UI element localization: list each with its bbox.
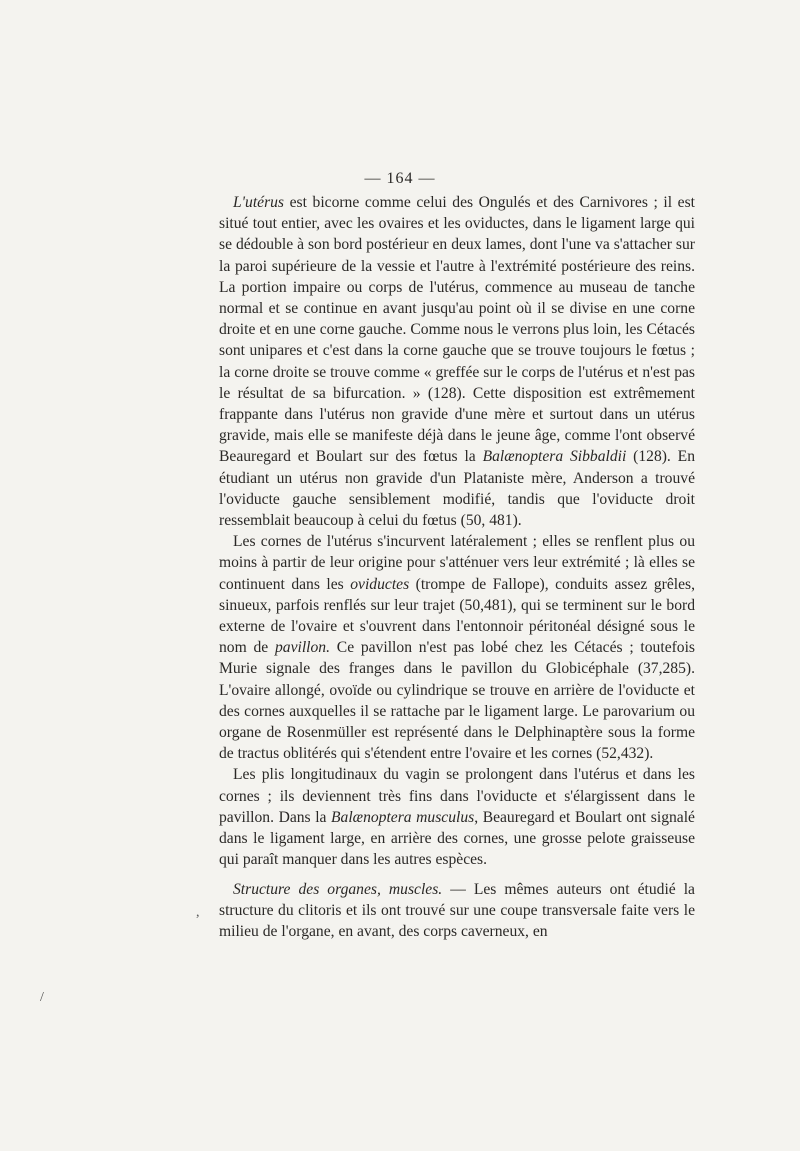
paragraph-uterus	[219, 192, 695, 531]
margin-mark: /	[40, 990, 44, 1005]
text-run: , Beauregard et Boulart ont signalé dans le ligament large, en arrière des cornes, une grosse pelote graisseuse qui paraît manquer dans les autres espèces.	[219, 808, 695, 869]
paragraph-structure	[219, 879, 695, 943]
italic-text: Balænoptera Sibbaldii	[482, 448, 627, 466]
text-run: Ce pavillon n'est pas lobé chez les Cétacés ; toutefois Murie signale des franges dans le pavillon du Globicéphale (37,285). L'ovaire allongé, ovoïde ou cylindrique se trouve en arrière de l'oviducte et des cornes auxquelles il se rattache par le ligament large. Le parovarium ou organe de Rosenmüller est représenté dans le Delphinaptère sous la forme de tractus oblitérés qui s'étendent entre l'ovaire et les cornes (52,432).	[219, 639, 696, 763]
margin-mark: ,	[196, 905, 200, 920]
text-run: Les plis longitudinaux du vagin se prolongent dans l'utérus et dans les cornes ; ils deviennent très fins dans l'oviducte et s'élargissent dans le pavillon. Dans la	[219, 766, 695, 826]
paragraph-plis	[219, 764, 695, 870]
text-run: Les cornes de l'utérus s'incurvent latéralement ; elles se renflent plus ou moins à partir de leur origine pour s'atténuer vers leur extrémité ; là elles se continuent dans les	[219, 533, 695, 593]
text-run: (trompe de Fallope), conduits assez grêles, sinueux, parfois renflés sur leur trajet (50,481), qui se terminent sur le bord externe de l'ovaire et s'ouvrent dans l'entonnoir péritonéal désigné sous le nom de	[219, 575, 695, 657]
body-text	[219, 192, 695, 942]
italic-text: oviductes	[350, 575, 410, 593]
text-run: est bicorne comme celui des Ongulés et des Carnivores ; il est situé tout entier, avec les ovaires et les oviductes, dans le ligament large qui se dédouble à son bord postérieur en deux lames, dont l'une va s'attacher sur la paroi supérieure de la vessie et l'autre à l'extrémité postérieure des reins. La portion impaire ou corps de l'utérus, commence au museau de tanche normal et se continue en avant jusqu'au point où il se divise en une corne droite et en une corne gauche. Comme nous le verrons plus loin, les Cétacés sont unipares et c'est dans la corne gauche que se trouve toujours le fœtus ; la corne droite se trouve comme « greffée sur le corps de l'utérus et n'est pas le résultat de sa bifurcation. » (128). Cette disposition est extrêmement frappante dans l'utérus non gravide d'une mère et surtout dans un utérus gravide, mais elle se manifeste déjà dans le jeune âge, comme l'ont observé Beauregard et Boulart sur des fœtus la	[219, 194, 695, 466]
page-number: — 164 —	[364, 170, 436, 187]
italic-text: Balænoptera musculus	[331, 808, 475, 826]
paragraph-cornes	[219, 531, 695, 764]
text-run: — Les mêmes auteurs ont étudié la structure du clitoris et ils ont trouvé sur une coupe transversale faite vers le milieu de l'organe, en avant, des corps caverneux, en	[219, 880, 695, 940]
italic-text: pavillon.	[275, 639, 331, 657]
text-run: (128). En étudiant un utérus non gravide d'un Plataniste mère, Anderson a trouvé l'oviducte gauche sensiblement modifié, tandis que l'oviducte droit ressemblait beaucoup à celui du fœtus (50, 481).	[219, 448, 696, 530]
italic-text: L'	[233, 194, 246, 211]
italic-text: Structure des organes, muscles.	[233, 880, 443, 898]
italic-text: utérus	[245, 194, 284, 211]
